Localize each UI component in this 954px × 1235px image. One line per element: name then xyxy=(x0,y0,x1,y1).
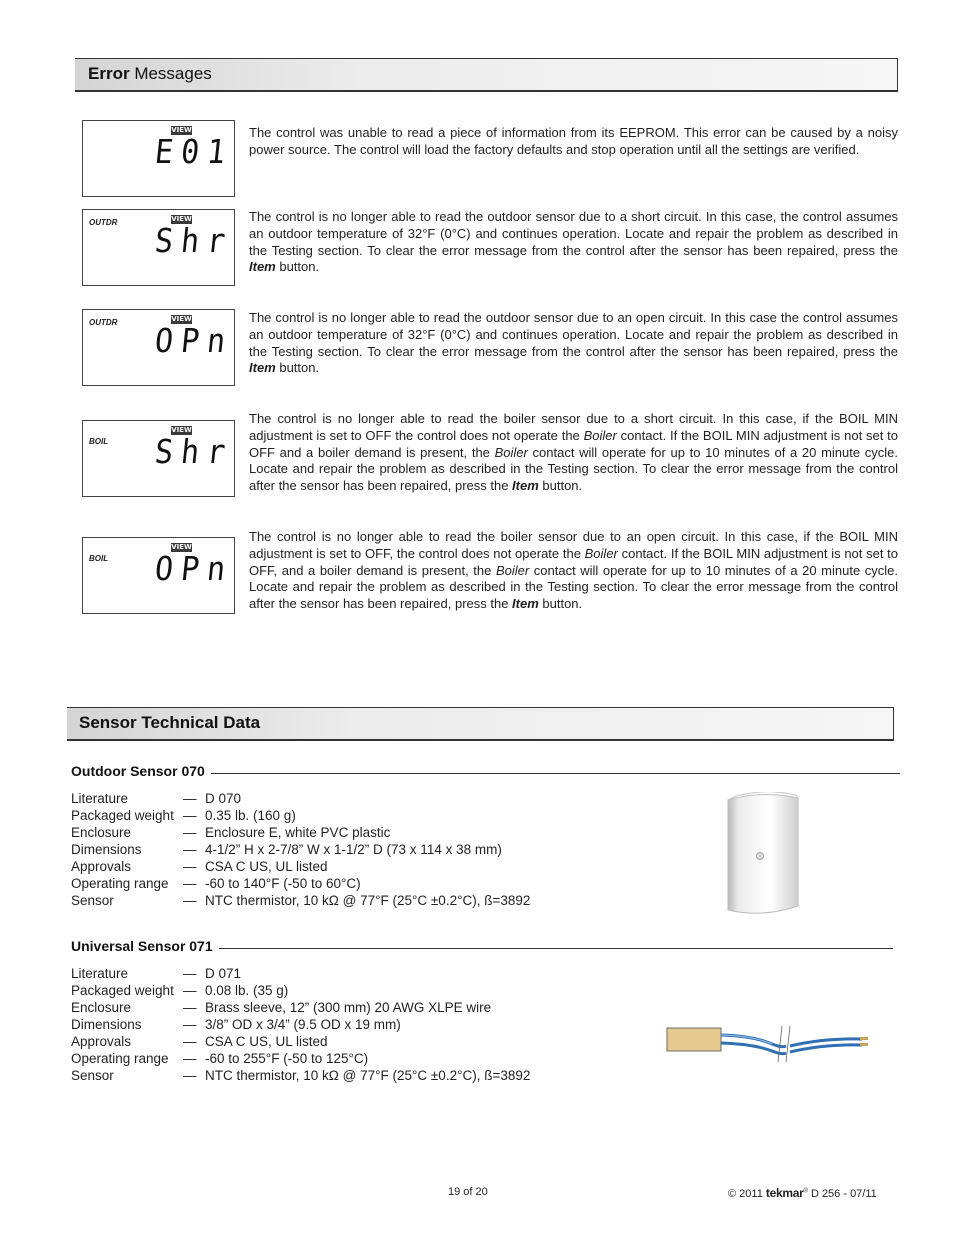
spec-dash: — xyxy=(183,1034,197,1049)
error-code: E01 xyxy=(152,133,236,172)
view-indicator: VIEW xyxy=(171,126,192,134)
spec-dash: — xyxy=(183,825,197,840)
view-indicator: VIEW xyxy=(171,315,192,323)
spec-row xyxy=(71,892,530,909)
spec-dash: — xyxy=(183,876,197,891)
spec-dash: — xyxy=(183,1017,197,1032)
error-description-e01: The control was unable to read a piece of information from its EEPROM. This error can be caused by a noisy power source. The control will load the factory defaults and stop operation until all the settings are verified. xyxy=(249,125,898,157)
sensor-label: BOIL xyxy=(89,554,109,563)
error-section-title xyxy=(88,64,212,84)
error-code: Shr xyxy=(152,433,236,472)
spec-label: Operating range xyxy=(71,876,169,891)
spec-value: NTC thermistor, 10 kΩ @ 77°F (25°C ±0.2°C), ß=3892 xyxy=(205,1068,531,1083)
universal-sensor-heading: Universal Sensor 071 xyxy=(71,938,893,954)
spec-label: Operating range xyxy=(71,1051,169,1066)
sensor-label: OUTDR xyxy=(89,318,118,327)
spec-row xyxy=(71,1033,530,1050)
spec-value: NTC thermistor, 10 kΩ @ 77°F (25°C ±0.2°C), ß=3892 xyxy=(205,893,531,908)
spec-label: Enclosure xyxy=(71,825,132,840)
spec-row xyxy=(71,858,530,875)
spec-label: Dimensions xyxy=(71,842,142,857)
error-description-outdr-opn: The control is no longer able to read the outdoor sensor due to an open circuit. In this case the control assumes an outdoor temperature of 32°F (0°C) and continues operation. Locate and repair the problem as described in the Testing section. To clear the error message from the control after the sensor has been repaired, press the Item button. xyxy=(249,310,898,376)
outdoor-spec-table xyxy=(71,790,530,909)
view-indicator: VIEW xyxy=(171,543,192,551)
page-number: 19 of 20 xyxy=(448,1186,488,1198)
spec-dash: — xyxy=(183,1051,197,1066)
spec-label: Enclosure xyxy=(71,1000,132,1015)
lcd-display-boil-shr xyxy=(82,420,235,497)
universal-sensor-image xyxy=(664,1022,874,1066)
spec-value: -60 to 140°F (-50 to 60°C) xyxy=(205,876,361,891)
spec-row xyxy=(71,1016,530,1033)
spec-value: 0.08 lb. (35 g) xyxy=(205,983,289,998)
tekmar-logo: tekmar xyxy=(765,1186,804,1200)
spec-value: Brass sleeve, 12” (300 mm) 20 AWG XLPE wire xyxy=(205,1000,492,1015)
footer-copyright: © 2011 tekmar® D 256 - 07/11 xyxy=(728,1186,877,1200)
spec-dash: — xyxy=(183,859,197,874)
universal-spec-table xyxy=(71,965,530,1084)
lcd-display-e01 xyxy=(82,120,235,197)
error-code: Shr xyxy=(152,222,236,261)
spec-dash: — xyxy=(183,1000,197,1015)
sensor-section-title: Sensor Technical Data xyxy=(79,713,261,732)
spec-dash: — xyxy=(183,966,197,981)
item-button-label: Item xyxy=(512,478,539,494)
document-number: D 256 - 07/11 xyxy=(810,1188,877,1200)
view-indicator: VIEW xyxy=(171,215,192,223)
sensor-label: OUTDR xyxy=(89,218,118,227)
spec-value: D 071 xyxy=(205,966,242,981)
spec-row xyxy=(71,982,530,999)
spec-row xyxy=(71,875,530,892)
lcd-display-boil-opn xyxy=(82,537,235,614)
outdoor-sensor-heading: Outdoor Sensor 070 xyxy=(71,763,900,779)
view-indicator: VIEW xyxy=(171,426,192,434)
spec-row xyxy=(71,999,530,1016)
spec-label: Sensor xyxy=(71,1068,114,1083)
error-description-boil-opn: The control is no longer able to read the boiler sensor due to an open circuit. In this case, if the BOIL MIN adjustment is set to OFF, the control does not operate the Boiler contact. If the BOIL MIN adjustment is not set to OFF, and a boiler demand is present, the Boiler contact will operate for up to 10 minutes of a 20 minute cycle. Locate and repair the problem as described in the Testing section. To clear the error message from the control after the sensor has been repaired, press the Item button. xyxy=(249,529,899,612)
sensor-label: BOIL xyxy=(89,437,109,446)
spec-value: 3/8” OD x 3/4” (9.5 OD x 19 mm) xyxy=(205,1017,401,1032)
item-button-label: Item xyxy=(512,596,539,612)
error-description-outdr-shr: The control is no longer able to read the outdoor sensor due to a short circuit. In this case, the control assumes an outdoor temperature of 32°F (0°C) and continues operation. Locate and repair the problem as described in the Testing section. To clear the error message from the control after the sensor has been repaired, press the Item button. xyxy=(249,209,898,275)
item-button-label: Item xyxy=(249,259,276,275)
spec-row xyxy=(71,965,530,982)
spec-dash: — xyxy=(183,893,197,908)
spec-value: CSA C US, UL listed xyxy=(205,1034,328,1049)
lcd-display-outdr-shr xyxy=(82,209,235,286)
spec-value: Enclosure E, white PVC plastic xyxy=(205,825,391,840)
spec-dash: — xyxy=(183,842,197,857)
heading-rule xyxy=(219,948,893,949)
spec-row xyxy=(71,841,530,858)
spec-dash: — xyxy=(183,1068,197,1083)
item-button-label: Item xyxy=(249,360,276,376)
spec-label: Sensor xyxy=(71,893,114,908)
spec-row xyxy=(71,807,530,824)
spec-row xyxy=(71,1067,530,1084)
error-title-bold: Error xyxy=(88,64,130,83)
spec-label: Packaged weight xyxy=(71,808,174,823)
spec-label: Approvals xyxy=(71,859,132,874)
lcd-display-outdr-opn xyxy=(82,309,235,386)
error-description-boil-shr: The control is no longer able to read the boiler sensor due to a short circuit. In this case, if the BOIL MIN adjustment is set to OFF the control does not operate the Boiler contact. If the BOIL MIN adjustment is not set to OFF and a boiler demand is present, the Boiler contact will operate for up to 10 minutes of a 20 minute cycle. Locate and repair the problem as described in the Testing section. To clear the error message from the control after the sensor has been repaired, press the Item button. xyxy=(249,411,899,494)
spec-value: CSA C US, UL listed xyxy=(205,859,328,874)
error-title-rest: Messages xyxy=(134,64,212,83)
spec-dash: — xyxy=(183,791,197,806)
error-code: OPn xyxy=(152,550,236,589)
spec-dash: — xyxy=(183,983,197,998)
spec-value: D 070 xyxy=(205,791,242,806)
spec-value: -60 to 255°F (-50 to 125°C) xyxy=(205,1051,369,1066)
spec-label: Packaged weight xyxy=(71,983,174,998)
outdoor-sensor-image xyxy=(722,792,804,918)
spec-label: Literature xyxy=(71,966,129,981)
spec-label: Approvals xyxy=(71,1034,132,1049)
spec-row xyxy=(71,790,530,807)
spec-label: Dimensions xyxy=(71,1017,142,1032)
spec-dash: — xyxy=(183,808,197,823)
spec-row xyxy=(71,1050,530,1067)
spec-label: Literature xyxy=(71,791,129,806)
spec-value: 4-1/2” H x 2-7/8” W x 1-1/2” D (73 x 114 x 38 mm) xyxy=(205,842,502,857)
error-code: OPn xyxy=(152,322,236,361)
spec-value: 0.35 lb. (160 g) xyxy=(205,808,296,823)
heading-rule xyxy=(211,773,900,774)
spec-row xyxy=(71,824,530,841)
